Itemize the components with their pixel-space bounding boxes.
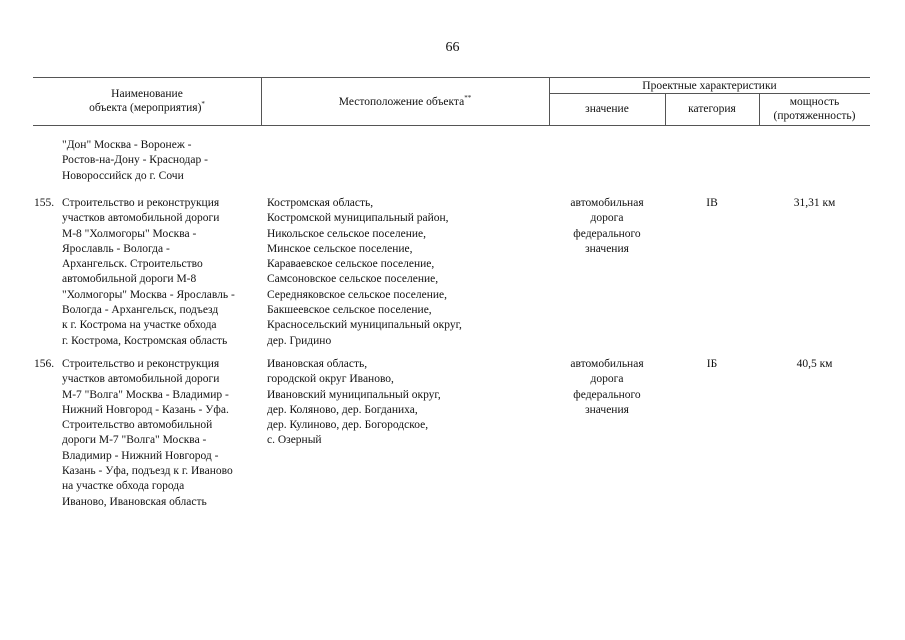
header-value: значение [585,103,629,115]
row-category: IВ [706,197,718,209]
table-top-rule [33,77,870,78]
row-number: 155. [34,197,55,209]
row-capacity: 31,31 км [793,197,836,209]
row-value: автомобильная дорога федерального значения [570,358,644,416]
continuation-name: "Дон" Москва - Воронеж - Ростов-на-Дону - Краснодар - Новороссийск до г. Сочи [62,139,208,182]
row-location: Ивановская область, городской округ Иваново, Ивановский муниципальный округ, дер. Коляново, дер. Богданиха, дер. Кулиново, дер. Богородское, с. Озерный [267,358,441,447]
row-capacity: 40,5 км [796,358,833,370]
project-subheader-rule [549,93,870,94]
header-category: категория [688,103,736,115]
header-project: Проектные характеристики [642,80,777,92]
row-name: Строительство и реконструкция участков автомобильной дороги М-7 "Волга" Москва - Владимир - Нижний Новгород - Казань - Уфа. Строительство автомобильной дороги М-7 "Волга" Москва - Владимир - Нижний Новгород - Казань - Уфа, подъезд к г. Иваново на участке обхода города Иваново, Ивановская область [62,358,233,508]
header-bottom-rule [33,125,870,126]
row-name: Строительство и реконструкция участков автомобильной дороги М-8 "Холмогоры" Москва - Ярославль - Вологда - Архангельск. Строительство автомобильной дороги М-8 "Холмогоры" Москва - Ярославль - Вологда - Архангельск, подъезд к г. Кострома на участке обхода г. Кострома, Костромская область [62,197,235,347]
row-number: 156. [34,358,55,370]
row-location: Костромская область, Костромской муниципальный район, Никольское сельское поселение, Минское сельское поселение, Караваевское сельское поселение, Самсоновское сельское поселение, Середняковское сельское поселение, Бакшеевское сельское поселение, Красносельский муниципальный округ, дер. Гридино [267,197,462,347]
row-category: IБ [706,358,718,370]
header-name: Наименование объекта (мероприятия)* [89,88,205,114]
row-value: автомобильная дорога федерального значения [570,197,644,255]
header-capacity: мощность (протяженность) [773,96,856,122]
page-number: 66 [445,40,460,55]
header-location: Местоположение объекта** [338,94,472,108]
